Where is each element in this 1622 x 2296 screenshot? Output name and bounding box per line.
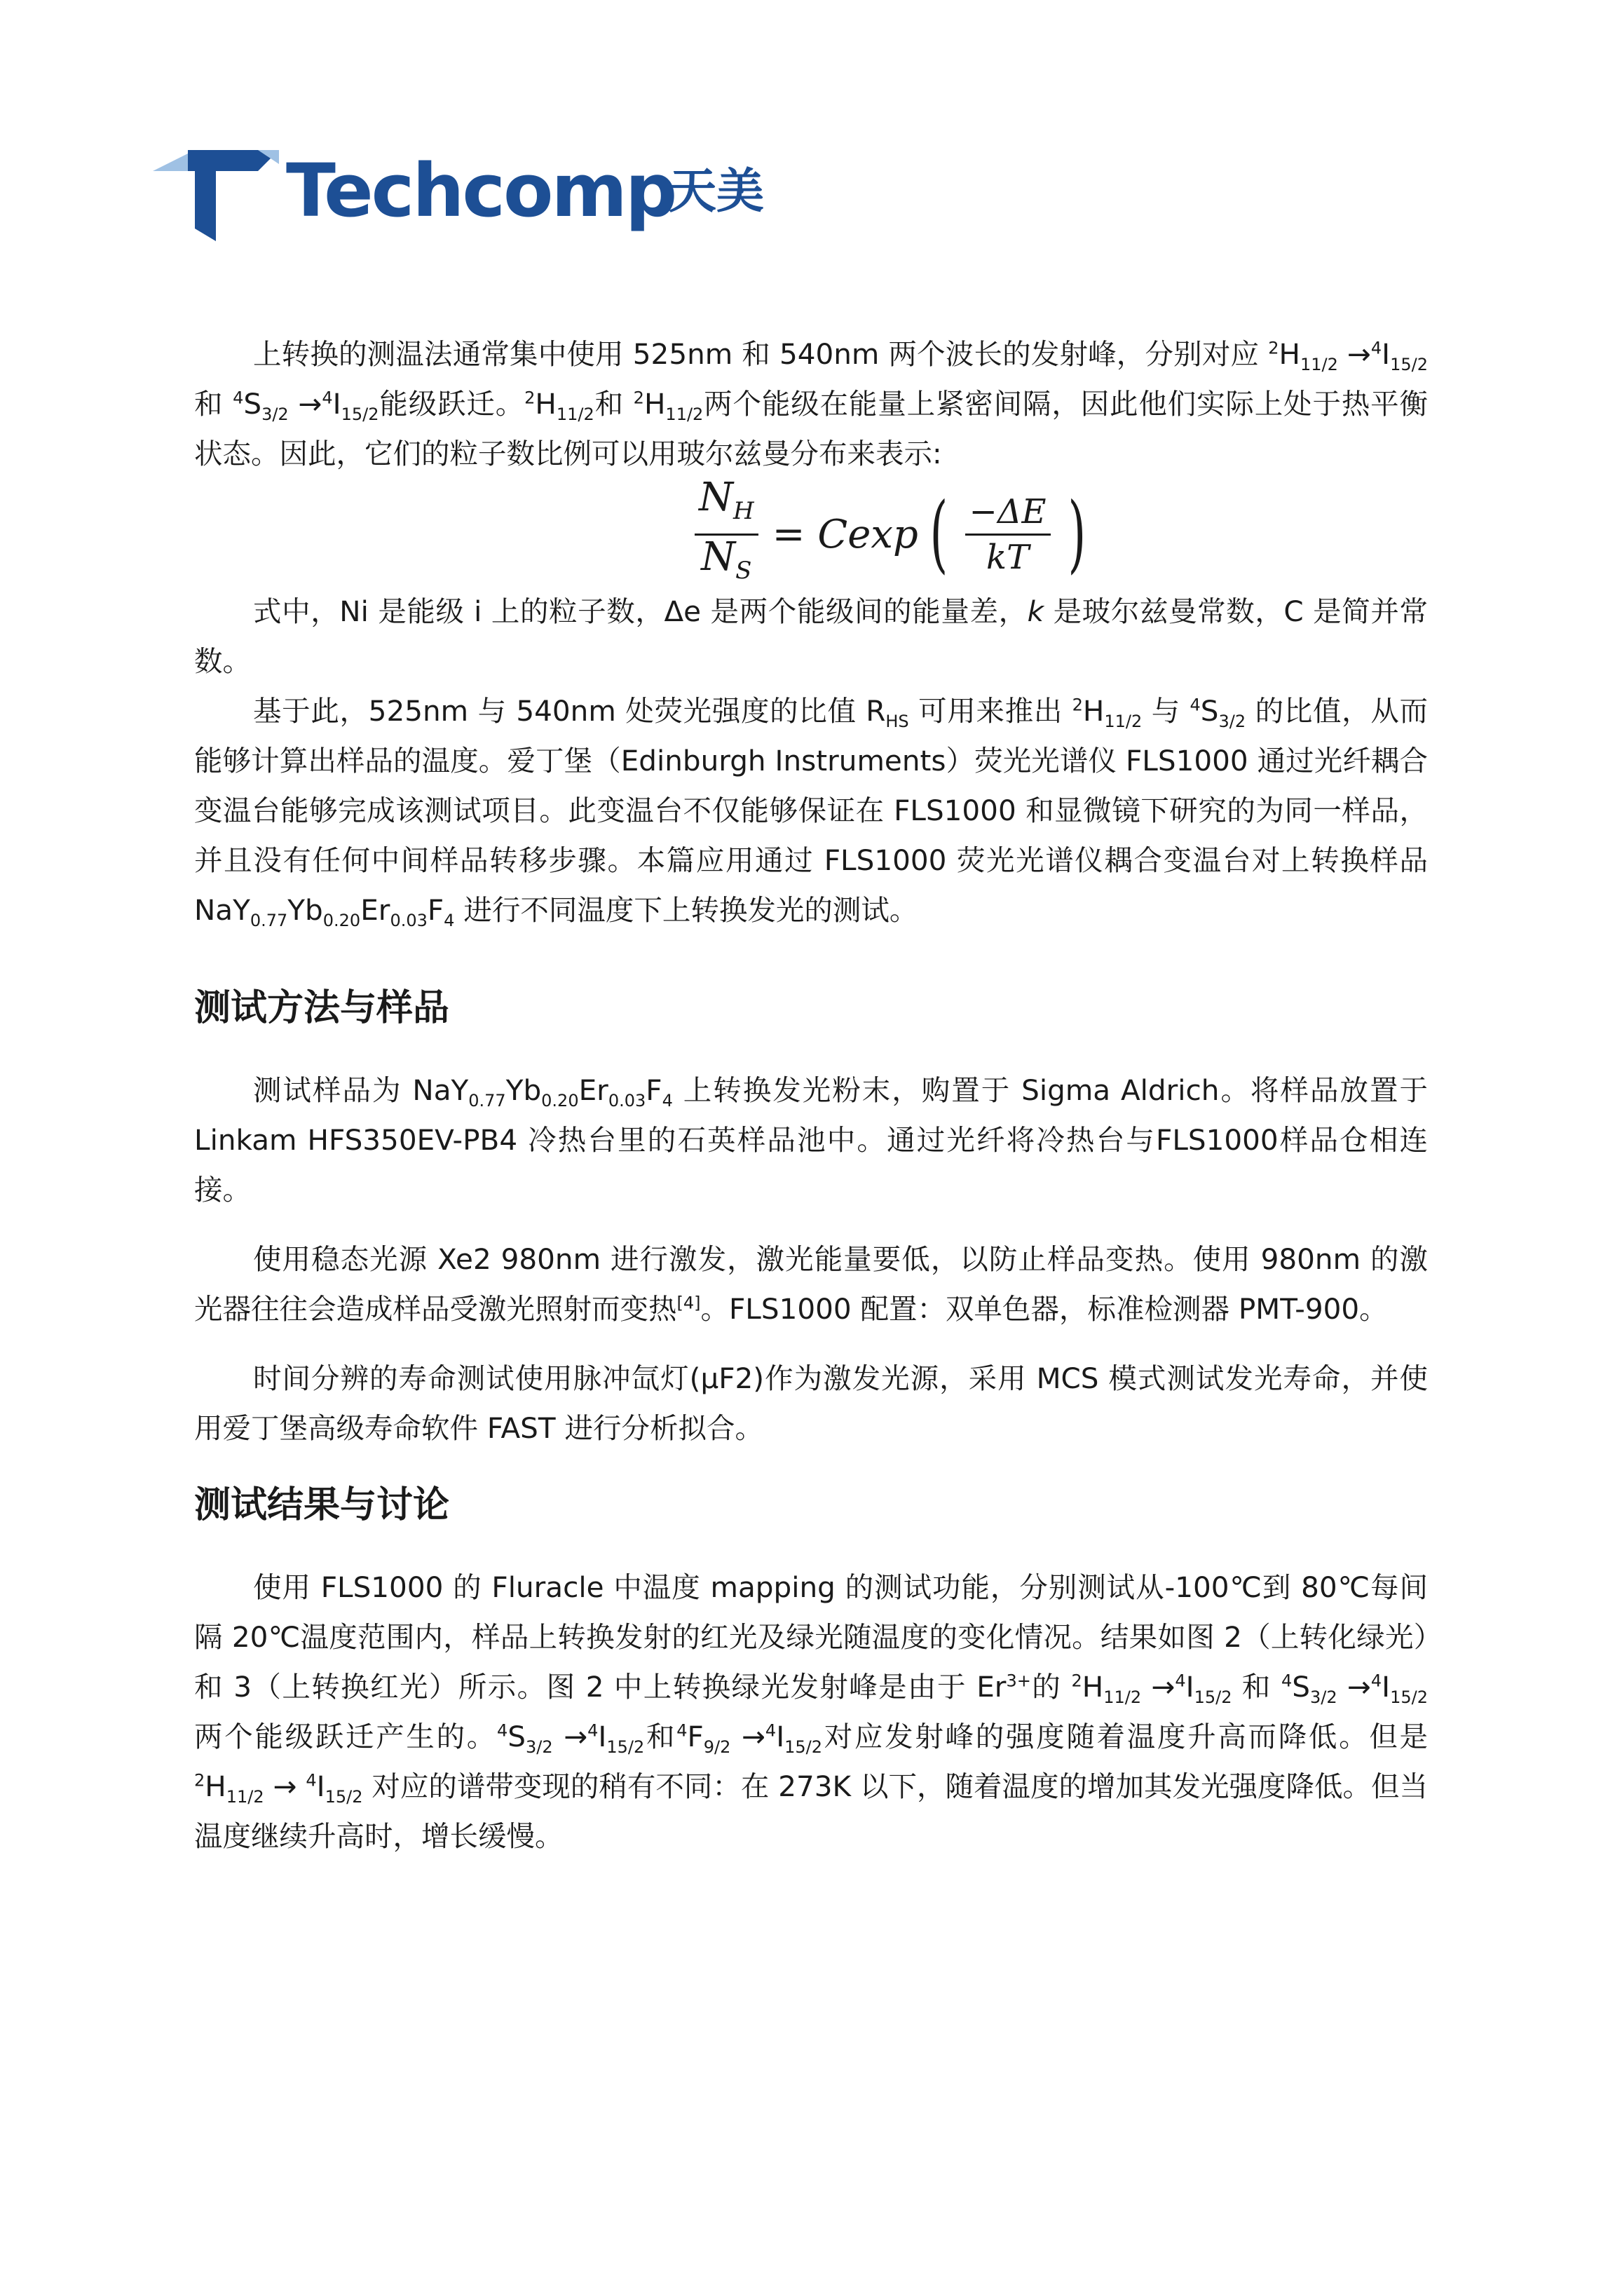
text-run: S — [243, 387, 262, 421]
text-run: 的比值，从而能够计算出样品的温度。爱丁堡（Edinburgh Instruments）荧光光谱仪 FLS1000 通过光纤耦合变温台能够完成该测试项目。此变温台不仅能够保证在 FLS1000 和显微镜下研究的为同一样品，并且没有任何中间样品转移步骤。本篇应用通过 FLS1000 荧光光谱仪耦合变温台对上转换样品 NaY — [194, 694, 1429, 927]
text-run: kT — [986, 537, 1030, 577]
subscript: 4 — [662, 1091, 673, 1111]
text-run: 式中，Ni 是能级 i 上的粒子数，Δe 是两个能级间的能量差， — [253, 595, 1028, 628]
text-run: → — [288, 387, 322, 421]
text-run: F — [646, 1073, 662, 1107]
subscript: 15/2 — [341, 405, 379, 425]
subscript: 15/2 — [1194, 1687, 1232, 1708]
text-run: 进行不同温度下上转换发光的测试。 — [454, 893, 918, 927]
paragraph-formula-explanation — [194, 587, 1428, 686]
text-run: ( — [929, 485, 948, 583]
subscript: 3/2 — [526, 1737, 553, 1758]
superscript: 2 — [1071, 1671, 1082, 1691]
superscript: 2 — [524, 388, 536, 408]
section-heading-methods: 测试方法与样品 — [194, 987, 450, 1029]
techcomp-logo — [153, 150, 784, 241]
text-run: → — [730, 1720, 765, 1753]
superscript: 4 — [1190, 695, 1201, 715]
text-run: 对应的谱带变现的稍有不同：在 273K 以下，随着温度的增加其发光强度降低。但当温度继续升高时，增长缓慢。 — [194, 1769, 1428, 1853]
subscript: 15/2 — [784, 1737, 823, 1758]
subscript: 0.77 — [250, 911, 288, 931]
text-run: → — [1337, 1670, 1371, 1704]
text-run: I — [598, 1720, 607, 1753]
subscript: 15/2 — [606, 1737, 645, 1758]
text-run: → — [1141, 1670, 1175, 1704]
paragraph-excitation — [194, 1235, 1428, 1334]
superscript: 4 — [306, 1770, 317, 1791]
text-run: → — [1337, 337, 1371, 371]
subscript: 3/2 — [1218, 712, 1246, 732]
text-run: N — [699, 475, 733, 521]
paragraph-method-basis — [194, 686, 1428, 935]
subscript: 0.03 — [608, 1091, 646, 1111]
text-run: F — [427, 893, 444, 927]
text-run: 使用 FLS1000 的 Fluracle 中温度 mapping 的测试功能，分别测试从-100℃到 80℃每间隔 20℃温度范围内，样品上转换发射的红光及绿光随温度的变化情况。结果如图 2（上转化绿光）和 3（上转换红光）所示。图 2 中上转换绿光发射峰是由于 Er — [194, 1570, 1428, 1704]
superscript: 4 — [587, 1720, 599, 1741]
paragraph-lifetime: 时间分辨的寿命测试使用脉冲氙灯(μF2)作为激发光源，采用 MCS 模式测试发光寿命，并使用爱丁堡高级寿命软件 FAST 进行分析拟合。 — [194, 1361, 1428, 1445]
superscript: 4 — [1281, 1671, 1293, 1691]
text-run: 上转换发光粉末，购置于 Sigma Aldrich。将样品放置于 Linkam HFS350EV-PB4 冷热台里的石英样品池中。通过光纤将冷热台与FLS1000样品仓相连接。 — [194, 1073, 1429, 1207]
text-run: H — [1082, 1670, 1104, 1704]
subscript: 11/2 — [226, 1787, 264, 1807]
text-run: N — [701, 534, 736, 580]
text-run: 和 — [1232, 1670, 1282, 1704]
subscript: 15/2 — [1390, 355, 1428, 375]
text-run: 。FLS1000 配置：双单色器，标准检测器 PMT-900。 — [700, 1292, 1388, 1326]
subscript: 3/2 — [261, 405, 289, 425]
subscript: 11/2 — [665, 405, 704, 425]
text-run: H — [643, 387, 666, 421]
subscript: 11/2 — [1104, 712, 1143, 732]
text-run: H — [535, 387, 557, 421]
paragraph-intro — [194, 330, 1428, 479]
superscript: 3+ — [1006, 1671, 1031, 1691]
text-run: Yb — [287, 893, 323, 927]
text-run: I — [316, 1769, 325, 1803]
subscript: 0.20 — [322, 911, 361, 931]
subscript: H — [733, 497, 754, 526]
subscript: 3/2 — [1310, 1687, 1337, 1708]
subscript: 15/2 — [325, 1787, 363, 1807]
superscript: 4 — [765, 1720, 777, 1741]
text-run: 和 — [594, 387, 634, 421]
text-run: → — [552, 1720, 588, 1753]
superscript: 4 — [676, 1720, 688, 1741]
text-run: k — [1027, 595, 1044, 628]
superscript: 4 — [233, 388, 244, 408]
paragraph-results — [194, 1563, 1428, 1861]
subscript: 11/2 — [1103, 1687, 1142, 1708]
text-run: H — [205, 1769, 226, 1803]
subscript: 4 — [444, 911, 455, 931]
text-run: 两个能级跃迁产生的。 — [194, 1720, 497, 1753]
text-run: I — [1382, 337, 1391, 371]
population-ratio — [695, 476, 758, 592]
formula-exp: = Cexp — [772, 511, 918, 557]
text-run: 是玻尔兹曼常数，C 是简并常数。 — [194, 595, 1428, 678]
energy-ratio — [965, 490, 1051, 579]
subscript: 0.77 — [468, 1091, 506, 1111]
text-run: S — [1200, 694, 1219, 728]
text-run: 测试样品为 NaY — [253, 1073, 469, 1107]
superscript: 2 — [633, 388, 644, 408]
text-run: F — [687, 1720, 704, 1753]
text-run: S — [507, 1720, 526, 1753]
text-run: 和 — [644, 1720, 677, 1753]
text-run: 的 — [1030, 1670, 1072, 1704]
text-run: I — [1185, 1670, 1194, 1704]
subscript: 11/2 — [1300, 355, 1338, 375]
techcomp-t-icon — [153, 150, 279, 241]
text-run — [697, 536, 756, 592]
text-run: 基于此，525nm 与 540nm 处荧光强度的比值 R — [253, 694, 886, 728]
subscript: 11/2 — [556, 405, 594, 425]
superscript: 2 — [1072, 695, 1083, 715]
text-run: 与 — [1142, 694, 1190, 728]
superscript: 4 — [322, 388, 333, 408]
text-run: S — [1292, 1670, 1311, 1704]
subscript: 15/2 — [1390, 1687, 1429, 1708]
brand-name: Techcomp — [286, 148, 676, 233]
boltzmann-formula — [194, 475, 1428, 587]
text-run — [695, 476, 758, 533]
text-run: 上转换的测温法通常集中使用 525nm 和 540nm 两个波长的发射峰，分别对应 — [253, 337, 1269, 371]
document-body — [194, 330, 1428, 1861]
text-run: H — [1279, 337, 1300, 371]
text-run: 能级跃迁。 — [379, 387, 525, 421]
text-run: 可用来推出 — [908, 694, 1072, 728]
subscript: S — [735, 556, 752, 585]
paragraph-sample — [194, 1066, 1428, 1215]
subscript: HS — [885, 712, 909, 732]
section-heading-results: 测试结果与讨论 — [194, 1484, 450, 1526]
text-run: Er — [360, 893, 390, 927]
text-run: ) — [1068, 485, 1086, 583]
subscript: 9/2 — [703, 1737, 731, 1758]
brand-name-cn: 天美 — [669, 164, 765, 219]
text-run: I — [332, 387, 341, 421]
text-run: 使用稳态光源 Xe2 980nm 进行激发，激光能量要低，以防止样品变热。使用 980nm 的激光器往往会造成样品受激光照射而变热 — [194, 1242, 1428, 1326]
text-run: I — [1382, 1670, 1391, 1704]
superscript: 2 — [194, 1770, 205, 1791]
citation-ref: [4] — [676, 1293, 701, 1313]
superscript: 4 — [1175, 1671, 1186, 1691]
superscript: 2 — [1268, 338, 1279, 358]
text-run: H — [1082, 694, 1105, 728]
text-run: → — [264, 1769, 297, 1803]
text-run: I — [776, 1720, 785, 1753]
superscript: 4 — [1370, 338, 1382, 358]
subscript: 0.20 — [541, 1091, 579, 1111]
text-run: −ΔE — [969, 491, 1047, 531]
text-run: 和 — [194, 387, 233, 421]
subscript: 0.03 — [390, 911, 428, 931]
superscript: 4 — [497, 1720, 508, 1741]
text-run: Er — [578, 1073, 608, 1107]
superscript: 4 — [1370, 1671, 1382, 1691]
text-run: 两个能级在能量上紧密间隔，因此他们实际上处于热平衡状态。因此，它们的粒子数比例可以用玻尔兹曼分布来表示: — [194, 387, 1429, 470]
text-run: Yb — [505, 1073, 542, 1107]
text-run: 对应发射峰的强度随着温度升高而降低。但是 — [822, 1720, 1429, 1753]
